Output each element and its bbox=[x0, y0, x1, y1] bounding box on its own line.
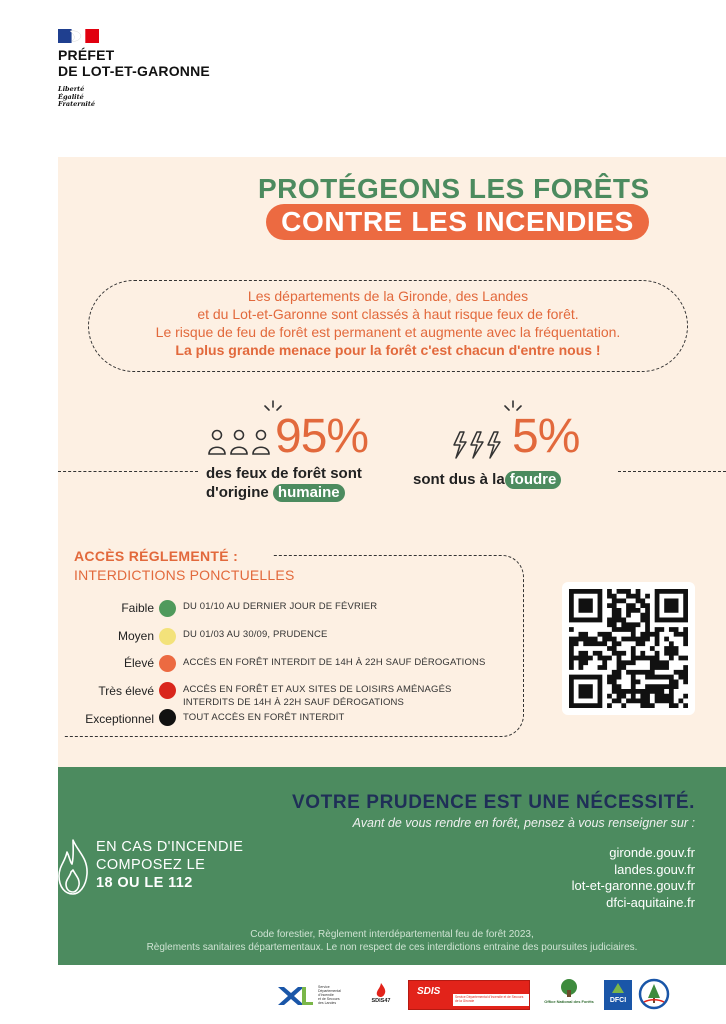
link-dfci-aquitaine[interactable]: dfci-aquitaine.fr bbox=[606, 894, 695, 910]
sdis-landes-text-5: des Landes bbox=[318, 1001, 337, 1005]
motto-egalite: Égalité bbox=[58, 92, 84, 101]
emergency-numbers[interactable]: 18 OU LE 112 bbox=[96, 875, 193, 891]
link-landes[interactable]: landes.gouv.fr bbox=[614, 861, 695, 877]
emergency-line2: COMPOSEZ LE bbox=[96, 857, 206, 873]
qr-modules bbox=[569, 589, 688, 708]
level-exceptionnel-desc: TOUT ACCÈS EN FORÊT INTERDIT bbox=[183, 712, 345, 723]
title-line2-pill: CONTRE LES INCENDIES bbox=[266, 204, 649, 240]
level-faible-dot bbox=[159, 600, 176, 617]
prudence-subline: Avant de vous rendre en forêt, pensez à vous renseigner sur : bbox=[352, 816, 695, 830]
intro-line4: La plus grande menace pour la forêt c'est chacun d'entre nous ! bbox=[175, 342, 601, 358]
sdis-landes-text-4: et de Secours bbox=[318, 997, 340, 1001]
acces-subtitle: INTERDICTIONS PONCTUELLES bbox=[74, 567, 295, 583]
level-faible-desc: DU 01/10 AU DERNIER JOUR DE FÉVRIER bbox=[183, 601, 378, 612]
link-gironde[interactable]: gironde.gouv.fr bbox=[609, 845, 695, 860]
level-tres-eleve-desc bbox=[183, 683, 452, 709]
logo-sdis-gironde bbox=[408, 980, 530, 1010]
marianne-flag-logo bbox=[58, 29, 99, 43]
sdis-landes-text bbox=[318, 985, 348, 1005]
stat-95-text bbox=[206, 464, 362, 502]
stat-5-prefix: sont dus à la bbox=[413, 471, 505, 488]
title-line1: PROTÉGEONS LES FORÊTS bbox=[258, 173, 650, 204]
logo-landes-forest bbox=[638, 978, 670, 1010]
intro-line3: Le risque de feu de forêt est permanent et augmente avec la fréquentation. bbox=[155, 324, 621, 340]
stat-5-highlight: foudre bbox=[505, 471, 562, 489]
level-tres-eleve-desc-line2: INTERDITS DE 14H À 22H SAUF DÉROGATIONS bbox=[183, 697, 405, 708]
level-exceptionnel-dot bbox=[159, 709, 176, 726]
sdis-landes-text-2: Départemental bbox=[318, 989, 341, 993]
intro-text bbox=[88, 287, 688, 359]
republic-motto bbox=[58, 86, 95, 109]
divider-left bbox=[58, 471, 198, 472]
logo-dfci bbox=[604, 980, 632, 1010]
level-moyen-label: Moyen bbox=[117, 629, 154, 643]
info-links bbox=[572, 845, 695, 911]
emergency-call bbox=[96, 838, 243, 892]
xl-landes-logo-icon bbox=[276, 985, 314, 1007]
stat-95-prefix: d'origine bbox=[206, 484, 269, 501]
sdis47-label: SDIS47 bbox=[371, 998, 391, 1004]
logo-onf bbox=[540, 978, 598, 1010]
stat-95-value: 95% bbox=[275, 410, 369, 463]
prefecture-title bbox=[58, 47, 210, 79]
level-eleve-dot bbox=[159, 655, 176, 672]
stat-95-highlight: humaine bbox=[273, 484, 345, 502]
level-tres-eleve-desc-line1: ACCÈS EN FORÊT ET AUX SITES DE LOISIRS AMÉNAGÉS bbox=[183, 684, 452, 695]
stat-95-line2 bbox=[206, 483, 362, 502]
sdis-gironde-sub: Service Départemental d'Incendie et de Secours de la Gironde bbox=[455, 995, 524, 1003]
qr-code[interactable] bbox=[569, 589, 688, 708]
stat-5-text bbox=[413, 470, 561, 489]
level-tres-eleve-label: Très élevé bbox=[98, 684, 154, 698]
dfci-tree-icon bbox=[604, 981, 632, 997]
divider-right bbox=[618, 471, 726, 472]
stat-95-line1: des feux de forêt sont bbox=[206, 465, 362, 482]
flame-icon bbox=[56, 838, 90, 896]
prudence-headline: VOTRE PRUDENCE EST UNE NÉCESSITÉ. bbox=[291, 792, 695, 813]
motto-liberte: Liberté bbox=[58, 85, 85, 93]
dfci-label: DFCI bbox=[609, 997, 627, 1004]
level-moyen-desc: DU 01/03 AU 30/09, PRUDENCE bbox=[183, 629, 328, 640]
acces-title: ACCÈS RÉGLEMENTÉ : bbox=[74, 548, 239, 564]
level-exceptionnel-label: Exceptionnel bbox=[85, 712, 154, 726]
sdis47-flame-icon bbox=[366, 982, 396, 998]
intro-line2: et du Lot-et-Garonne sont classés à haut risque feux de forêt. bbox=[197, 306, 579, 322]
legal-line2: Règlements sanitaires départementaux. Le non respect de ces interdictions entraine des poursuites judiciaires. bbox=[146, 942, 638, 953]
prefet-line2: DE LOT-ET-GARONNE bbox=[58, 63, 210, 79]
emergency-line1: EN CAS D'INCENDIE bbox=[96, 839, 244, 855]
motto-fraternite: Fraternité bbox=[58, 100, 96, 108]
forest-circle-icon bbox=[638, 978, 670, 1010]
onf-tree-icon bbox=[540, 978, 598, 998]
lightning-icon bbox=[450, 430, 508, 460]
sdis-landes-text-1: Service bbox=[318, 985, 330, 989]
people-icon bbox=[207, 427, 277, 457]
onf-label: Office National des Forêts bbox=[544, 999, 594, 1004]
logo-sdis47 bbox=[366, 982, 396, 1008]
logo-sdis-landes bbox=[276, 984, 346, 1008]
level-faible-label: Faible bbox=[121, 601, 154, 615]
prefet-line1: PRÉFET bbox=[58, 47, 115, 63]
link-lot-et-garonne[interactable]: lot-et-garonne.gouv.fr bbox=[571, 878, 695, 893]
legal-notice bbox=[58, 928, 726, 954]
sdis-gironde-label: SDIS bbox=[417, 986, 441, 997]
sdis-landes-text-3: d'Incendie bbox=[318, 993, 334, 997]
level-moyen-dot bbox=[159, 628, 176, 645]
stat-5-value: 5% bbox=[512, 410, 580, 463]
level-eleve-label: Élevé bbox=[123, 656, 154, 670]
level-eleve-desc: ACCÈS EN FORÊT INTERDIT DE 14H À 22H SAUF DÉROGATIONS bbox=[183, 657, 486, 668]
level-tres-eleve-dot bbox=[159, 682, 176, 699]
intro-line1: Les départements de la Gironde, des Landes bbox=[247, 288, 529, 304]
legal-line1: Code forestier, Règlement interdépartemental feu de forêt 2023, bbox=[250, 929, 534, 940]
